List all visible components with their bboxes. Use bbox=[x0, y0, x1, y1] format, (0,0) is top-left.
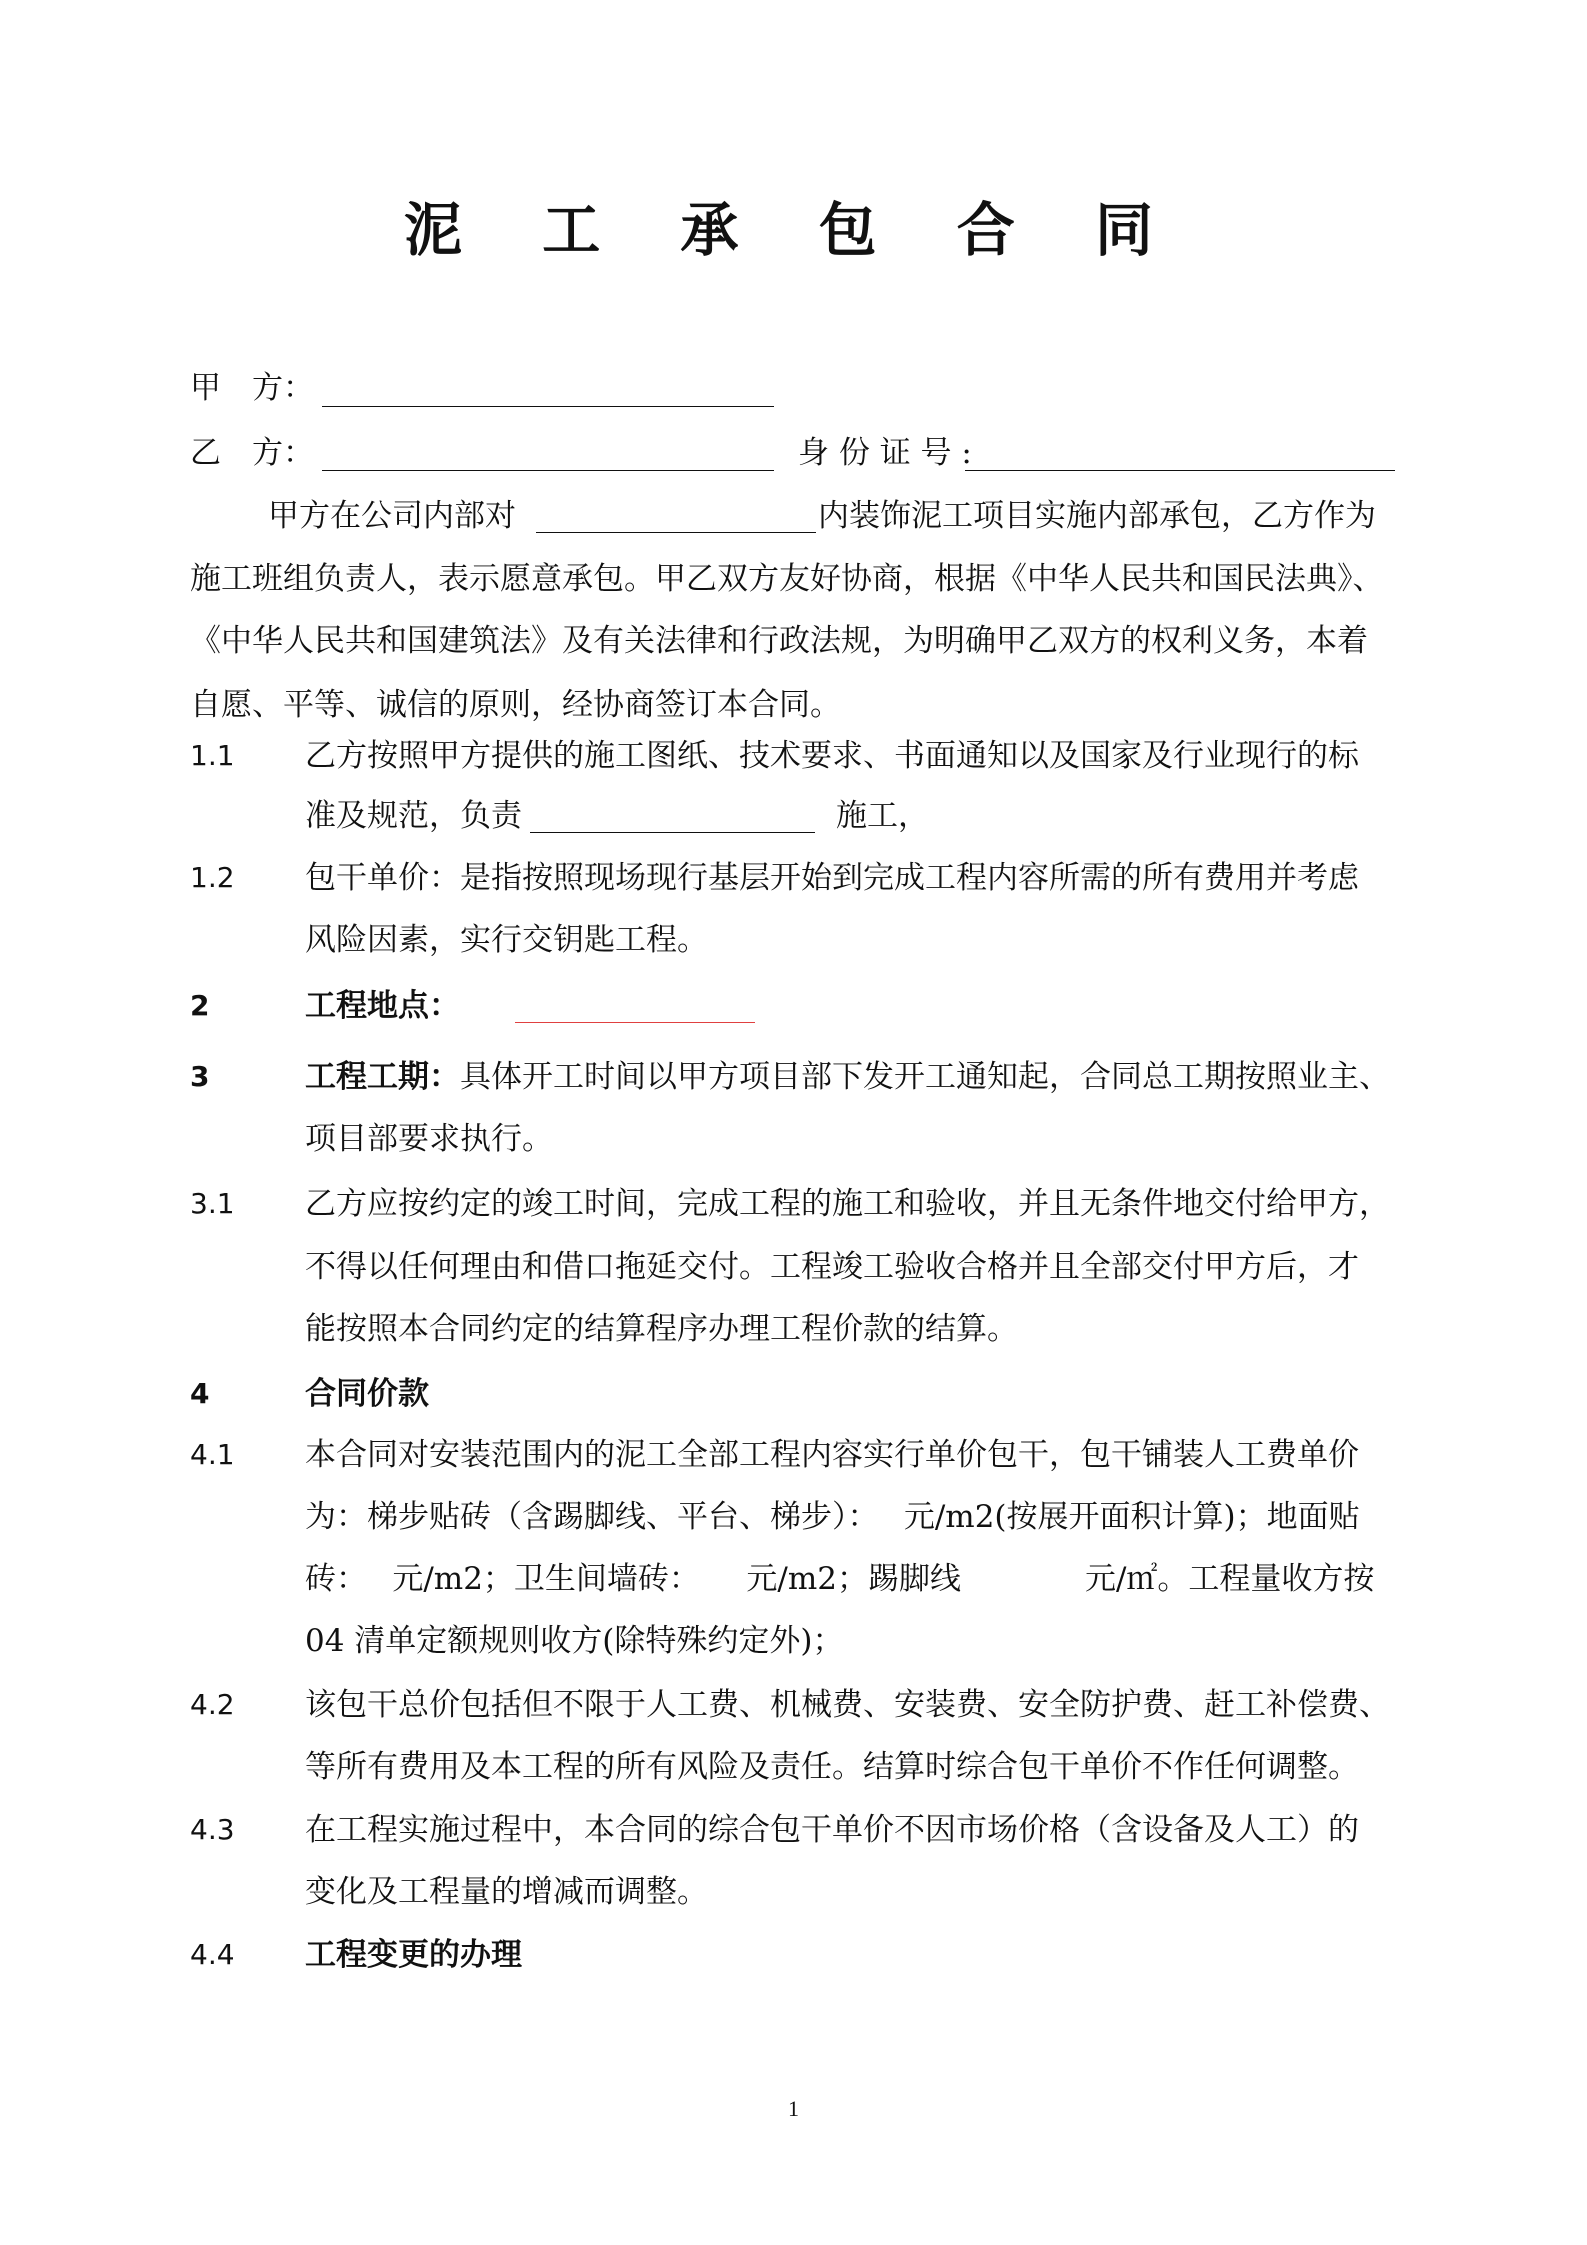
clause-line bbox=[305, 1055, 1390, 1099]
clause-text: 能按照本合同约定的结算程序办理工程价款的结算。 bbox=[305, 1311, 1018, 1347]
party-a-label: 甲 方： bbox=[190, 370, 314, 406]
location-blank[interactable] bbox=[515, 1022, 755, 1023]
party-b-label: 乙 方： bbox=[190, 435, 314, 471]
intro-line-4: 自愿、平等、诚信的原则，经协商签订本合同。 bbox=[190, 687, 841, 723]
intro-line-1a: 甲方在公司内部对 bbox=[268, 498, 516, 534]
clause-text: 变化及工程量的增减而调整。 bbox=[305, 1874, 708, 1910]
party-a-blank[interactable] bbox=[322, 406, 774, 407]
clause-number: 2 bbox=[190, 989, 210, 1022]
intro-line-3: 《中华人民共和国建筑法》及有关法律和行政法规，为明确甲乙双方的权利义务，本着 bbox=[190, 623, 1368, 659]
clause-number: 1.2 bbox=[190, 861, 235, 894]
scope-blank[interactable] bbox=[530, 832, 815, 833]
clause-heading: 工程地点： bbox=[305, 988, 460, 1024]
clause-text: 该包干总价包括但不限于人工费、机械费、安装费、安全防护费、赶工补偿费、 bbox=[305, 1687, 1390, 1723]
clause-text: 04 清单定额规则收方(除特殊约定外)； bbox=[305, 1623, 844, 1659]
intro-line-1b: 内装饰泥工项目实施内部承包，乙方作为 bbox=[818, 498, 1376, 534]
clause-text: 具体开工时间以甲方项目部下发开工通知起，合同总工期按照业主、 bbox=[460, 1059, 1390, 1095]
clause-number: 1.1 bbox=[190, 739, 235, 772]
clause-number: 4.2 bbox=[190, 1688, 235, 1721]
project-name-blank[interactable] bbox=[536, 532, 816, 533]
clause-text: 施工， bbox=[836, 798, 929, 834]
clause-text: 等所有费用及本工程的所有风险及责任。结算时综合包干单价不作任何调整。 bbox=[305, 1749, 1359, 1785]
clause-text: 乙方应按约定的竣工时间，完成工程的施工和验收，并且无条件地交付给甲方， bbox=[305, 1186, 1390, 1222]
document-title: 泥 工 承 包 合 同 bbox=[404, 196, 1183, 264]
clause-text: 在工程实施过程中，本合同的综合包干单价不因市场价格（含设备及人工）的 bbox=[305, 1812, 1359, 1848]
page-number: 1 bbox=[788, 2096, 799, 2121]
clause-number: 4 bbox=[190, 1377, 210, 1410]
clause-heading: 工程工期： bbox=[305, 1059, 460, 1095]
clause-number: 4.4 bbox=[190, 1938, 235, 1971]
clause-number: 3.1 bbox=[190, 1187, 235, 1220]
clause-text: 风险因素，实行交钥匙工程。 bbox=[305, 922, 708, 958]
id-number-label: 身 份 证 号 : bbox=[798, 435, 972, 471]
clause-text: 砖： 元/m2；卫生间墙砖： 元/m2；踢脚线 元/㎡。工程量收方按 bbox=[305, 1561, 1375, 1597]
party-b-blank[interactable] bbox=[322, 470, 774, 471]
clause-heading: 工程变更的办理 bbox=[305, 1937, 522, 1973]
clause-text: 准及规范，负责 bbox=[305, 798, 522, 834]
clause-number: 3 bbox=[190, 1060, 210, 1093]
intro-line-2: 施工班组负责人，表示愿意承包。甲乙双方友好协商，根据《中华人民共和国民法典》、 bbox=[190, 561, 1384, 597]
clause-number: 4.1 bbox=[190, 1438, 235, 1471]
id-number-blank[interactable] bbox=[965, 470, 1395, 471]
clause-text: 项目部要求执行。 bbox=[305, 1121, 553, 1157]
clause-text: 乙方按照甲方提供的施工图纸、技术要求、书面通知以及国家及行业现行的标 bbox=[305, 738, 1359, 774]
clause-number: 4.3 bbox=[190, 1813, 235, 1846]
clause-text: 为：梯步贴砖（含踢脚线、平台、梯步）： 元/m2(按展开面积计算)；地面贴 bbox=[305, 1499, 1360, 1535]
clause-text: 包干单价：是指按照现场现行基层开始到完成工程内容所需的所有费用并考虑 bbox=[305, 860, 1359, 896]
clause-heading: 合同价款 bbox=[305, 1376, 429, 1412]
clause-text: 不得以任何理由和借口拖延交付。工程竣工验收合格并且全部交付甲方后，才 bbox=[305, 1249, 1359, 1285]
clause-text: 本合同对安装范围内的泥工全部工程内容实行单价包干，包干铺装人工费单价 bbox=[305, 1437, 1359, 1473]
